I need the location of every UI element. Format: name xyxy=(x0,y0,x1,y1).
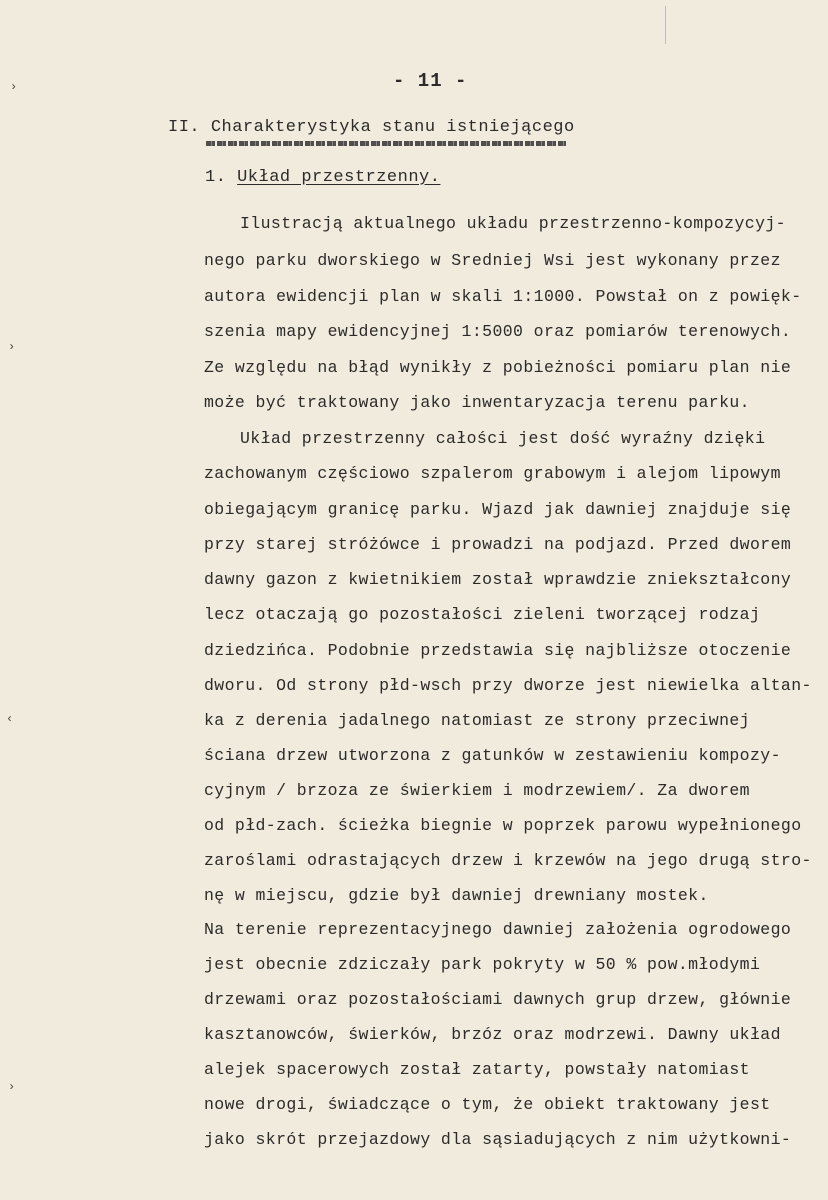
body-line: dworu. Od strony płd-wsch przy dworze jest niewielka altan- xyxy=(204,676,812,695)
section-number: II. xyxy=(168,118,201,137)
body-line: nę w miejscu, gdzie był dawniej drewniany mostek. xyxy=(204,886,709,905)
body-line: autora ewidencji plan w skali 1:1000. Powstał on z powięk- xyxy=(204,287,802,306)
subsection-title: Układ przestrzenny. xyxy=(237,168,441,187)
body-line: ściana drzew utworzona z gatunków w zestawieniu kompozy- xyxy=(204,746,781,765)
body-line: jako skrót przejazdowy dla sąsiadujących z nim użytkowni- xyxy=(204,1130,792,1149)
body-line: drzewami oraz pozostałościami dawnych grup drzew, głównie xyxy=(204,990,792,1009)
body-line: może być traktowany jako inwentaryzacja terenu parku. xyxy=(204,393,750,412)
body-line: Ilustracją aktualnego układu przestrzenno-kompozycyj- xyxy=(240,214,786,233)
body-line: obiegającym granicę parku. Wjazd jak dawniej znajduje się xyxy=(204,500,792,519)
body-line: szenia mapy ewidencyjnej 1:5000 oraz pomiarów terenowych. xyxy=(204,322,792,341)
body-line: kasztanowców, świerków, brzóz oraz modrzewi. Dawny układ xyxy=(204,1025,781,1044)
body-line: cyjnym / brzoza ze świerkiem i modrzewiem/. Za dworem xyxy=(204,781,750,800)
body-line: Na terenie reprezentacyjnego dawniej założenia ogrodowego xyxy=(204,920,792,939)
subsection-number: 1. xyxy=(205,168,227,187)
section-title: Charakterystyka stanu istniejącego xyxy=(210,118,575,137)
page-number: - 11 - xyxy=(393,70,468,92)
body-line: Ze względu na błąd wynikły z pobieżności pomiaru plan nie xyxy=(204,358,792,377)
body-line: zaroślami odrastających drzew i krzewów na jego drugą stro- xyxy=(204,851,812,870)
body-line: dziedzińca. Podobnie przedstawia się najbliższe otoczenie xyxy=(204,641,792,660)
body-line: Układ przestrzenny całości jest dość wyraźny dzięki xyxy=(240,429,766,448)
punch-mark: › xyxy=(8,340,16,354)
body-line: jest obecnie zdziczały park pokryty w 50 % pow.młodymi xyxy=(204,955,761,974)
punch-mark: › xyxy=(10,80,18,94)
section-heading xyxy=(168,118,575,137)
body-line: przy starej stróżówce i prowadzi na podjazd. Przed dworem xyxy=(204,535,792,554)
body-line: od płd-zach. ścieżka biegnie w poprzek parowu wypełnionego xyxy=(204,816,802,835)
body-line: dawny gazon z kwietnikiem został wprawdzie zniekształcony xyxy=(204,570,792,589)
punch-mark: › xyxy=(8,1080,16,1094)
body-line: nego parku dworskiego w Sredniej Wsi jest wykonany przez xyxy=(204,251,781,270)
body-line: lecz otaczają go pozostałości zieleni tworzącej rodzaj xyxy=(204,605,761,624)
subsection-heading xyxy=(205,168,440,187)
body-line: ka z derenia jadalnego natomiast ze strony przeciwnej xyxy=(204,711,750,730)
margin-mark xyxy=(665,6,666,44)
punch-mark: ‹ xyxy=(6,712,14,726)
body-line: alejek spacerowych został zatarty, powstały natomiast xyxy=(204,1060,750,1079)
body-line: nowe drogi, świadczące o tym, że obiekt traktowany jest xyxy=(204,1095,771,1114)
section-underline xyxy=(206,141,566,146)
body-line: zachowanym częściowo szpalerom grabowym i alejom lipowym xyxy=(204,464,781,483)
